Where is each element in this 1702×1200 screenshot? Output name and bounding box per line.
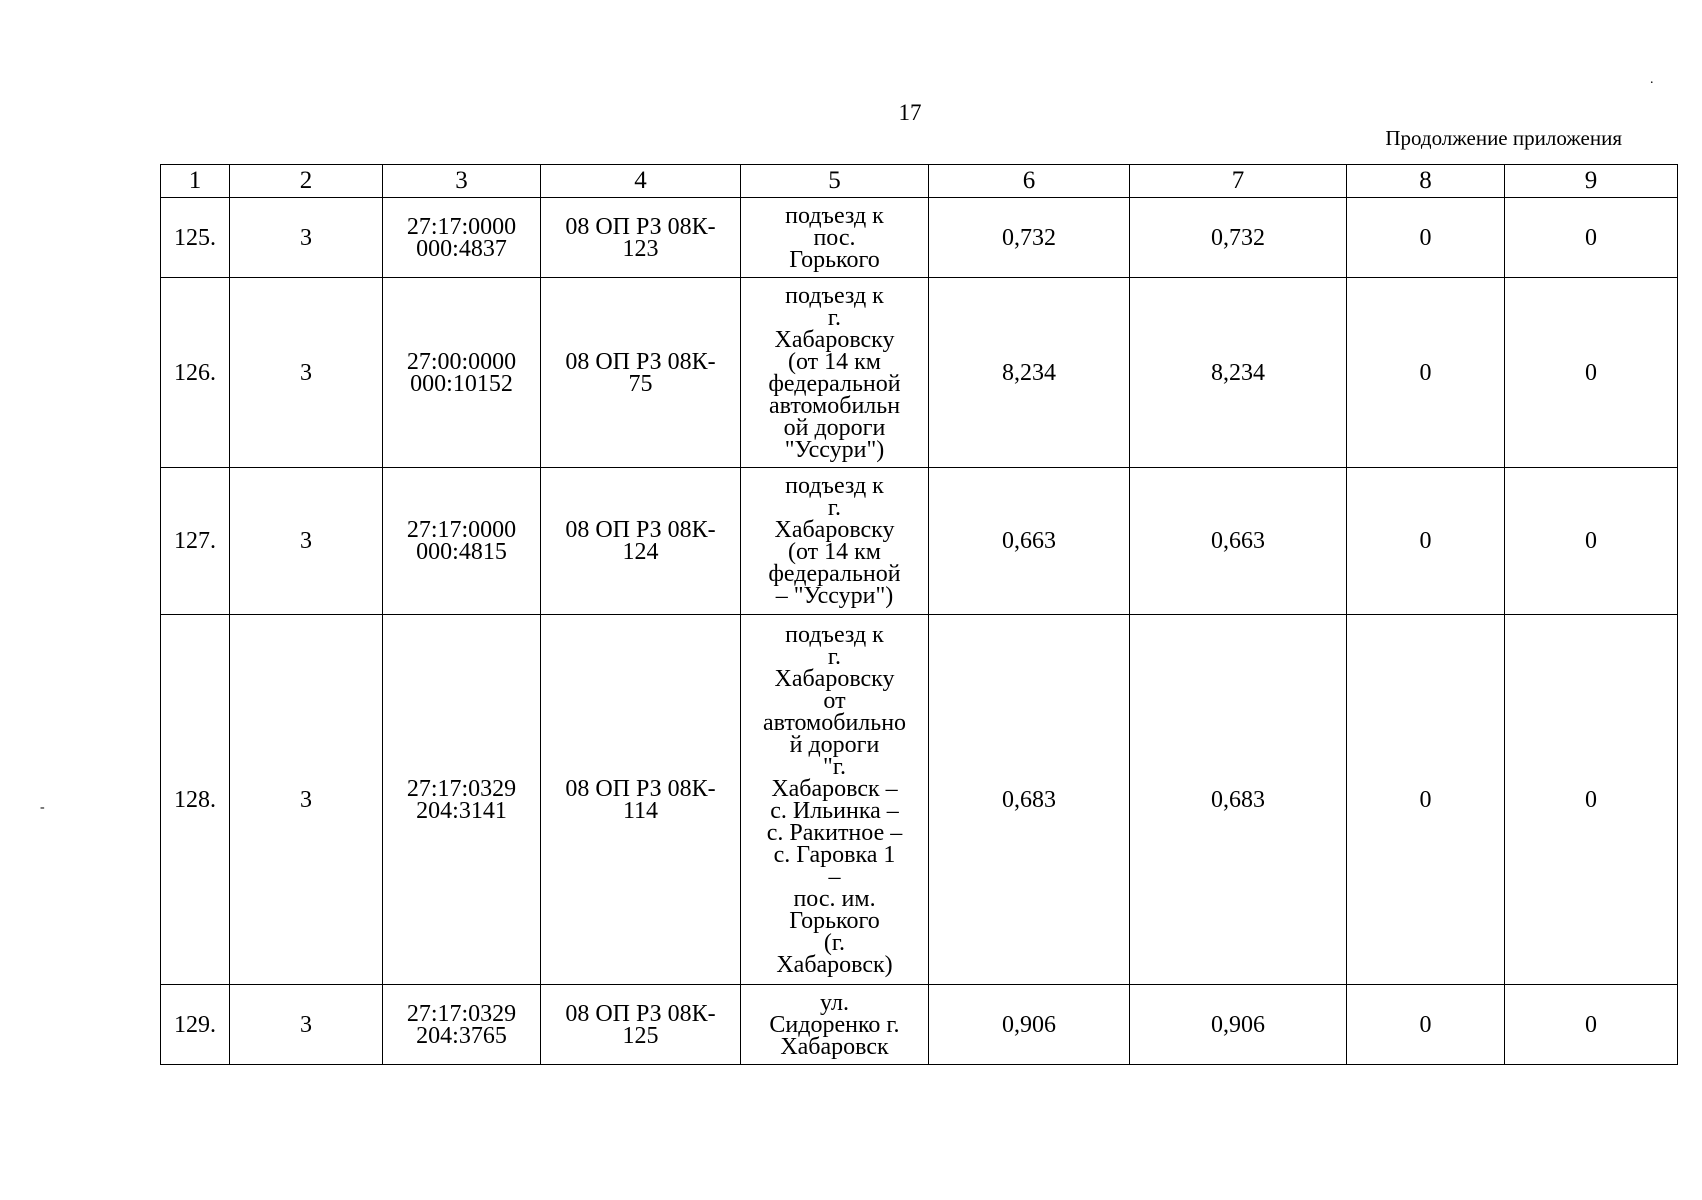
category-cell: 3 bbox=[230, 468, 383, 615]
roads-table bbox=[160, 164, 1678, 1065]
road-name-cell: ул. Сидоренко г. Хабаровск bbox=[741, 985, 929, 1065]
header-col-5: 5 bbox=[741, 165, 929, 198]
header-col-7: 7 bbox=[1130, 165, 1347, 198]
category-cell: 3 bbox=[230, 278, 383, 468]
row-number: 128. bbox=[161, 615, 230, 985]
row-number: 129. bbox=[161, 985, 230, 1065]
road-code-cell: 08 ОП РЗ 08К- 123 bbox=[541, 198, 741, 278]
header-col-6: 6 bbox=[929, 165, 1130, 198]
header-col-1: 1 bbox=[161, 165, 230, 198]
road-name-cell: подъезд к г. Хабаровску от автомобильно й дороги "г. Хабаровск – с. Ильинка – с. Ракитное – с. Гаровка 1 – пос. им. Горького (г. Хабаровск) bbox=[741, 615, 929, 985]
row-number: 125. bbox=[161, 198, 230, 278]
header-col-8: 8 bbox=[1347, 165, 1505, 198]
col8-cell: 0 bbox=[1347, 615, 1505, 985]
col9-cell: 0 bbox=[1505, 985, 1678, 1065]
category-cell: 3 bbox=[230, 985, 383, 1065]
col8-cell: 0 bbox=[1347, 278, 1505, 468]
col8-cell: 0 bbox=[1347, 198, 1505, 278]
length-part-cell: 0,683 bbox=[1130, 615, 1347, 985]
table-header-row bbox=[161, 165, 1678, 198]
cadastre-number-cell: 27:17:0329 204:3141 bbox=[383, 615, 541, 985]
continuation-label: Продолжение приложения bbox=[1385, 126, 1622, 150]
col9-cell: 0 bbox=[1505, 278, 1678, 468]
road-code-cell: 08 ОП РЗ 08К- 125 bbox=[541, 985, 741, 1065]
header-col-4: 4 bbox=[541, 165, 741, 198]
length-total-cell: 0,663 bbox=[929, 468, 1130, 615]
col9-cell: 0 bbox=[1505, 198, 1678, 278]
table-row bbox=[161, 985, 1678, 1065]
cadastre-number-cell: 27:17:0329 204:3765 bbox=[383, 985, 541, 1065]
road-code-cell: 08 ОП РЗ 08К- 124 bbox=[541, 468, 741, 615]
road-code-cell: 08 ОП РЗ 08К- 75 bbox=[541, 278, 741, 468]
length-total-cell: 0,732 bbox=[929, 198, 1130, 278]
cadastre-number-cell: 27:17:0000 000:4815 bbox=[383, 468, 541, 615]
row-number: 127. bbox=[161, 468, 230, 615]
cadastre-number-cell: 27:17:0000 000:4837 bbox=[383, 198, 541, 278]
col9-cell: 0 bbox=[1505, 615, 1678, 985]
category-cell: 3 bbox=[230, 615, 383, 985]
road-name-cell: подъезд к г. Хабаровску (от 14 км федеральной автомобильн ой дороги "Уссури") bbox=[741, 278, 929, 468]
col8-cell: 0 bbox=[1347, 468, 1505, 615]
category-cell: 3 bbox=[230, 198, 383, 278]
road-code-cell: 08 ОП РЗ 08К- 114 bbox=[541, 615, 741, 985]
length-part-cell: 0,906 bbox=[1130, 985, 1347, 1065]
cadastre-number-cell: 27:00:0000 000:10152 bbox=[383, 278, 541, 468]
table-row bbox=[161, 278, 1678, 468]
length-total-cell: 0,906 bbox=[929, 985, 1130, 1065]
road-name-cell: подъезд к г. Хабаровску (от 14 км федеральной – "Уссури") bbox=[741, 468, 929, 615]
header-col-2: 2 bbox=[230, 165, 383, 198]
length-part-cell: 8,234 bbox=[1130, 278, 1347, 468]
header-col-3: 3 bbox=[383, 165, 541, 198]
road-name-cell: подъезд к пос. Горького bbox=[741, 198, 929, 278]
header-col-9: 9 bbox=[1505, 165, 1678, 198]
table-row bbox=[161, 198, 1678, 278]
length-total-cell: 0,683 bbox=[929, 615, 1130, 985]
table-row bbox=[161, 615, 1678, 985]
length-total-cell: 8,234 bbox=[929, 278, 1130, 468]
page-number: 17 bbox=[898, 100, 922, 125]
table-row bbox=[161, 468, 1678, 615]
scan-speck: . bbox=[1650, 72, 1654, 87]
length-part-cell: 0,663 bbox=[1130, 468, 1347, 615]
row-number: 126. bbox=[161, 278, 230, 468]
col9-cell: 0 bbox=[1505, 468, 1678, 615]
length-part-cell: 0,732 bbox=[1130, 198, 1347, 278]
col8-cell: 0 bbox=[1347, 985, 1505, 1065]
scan-speck: - bbox=[40, 800, 45, 815]
